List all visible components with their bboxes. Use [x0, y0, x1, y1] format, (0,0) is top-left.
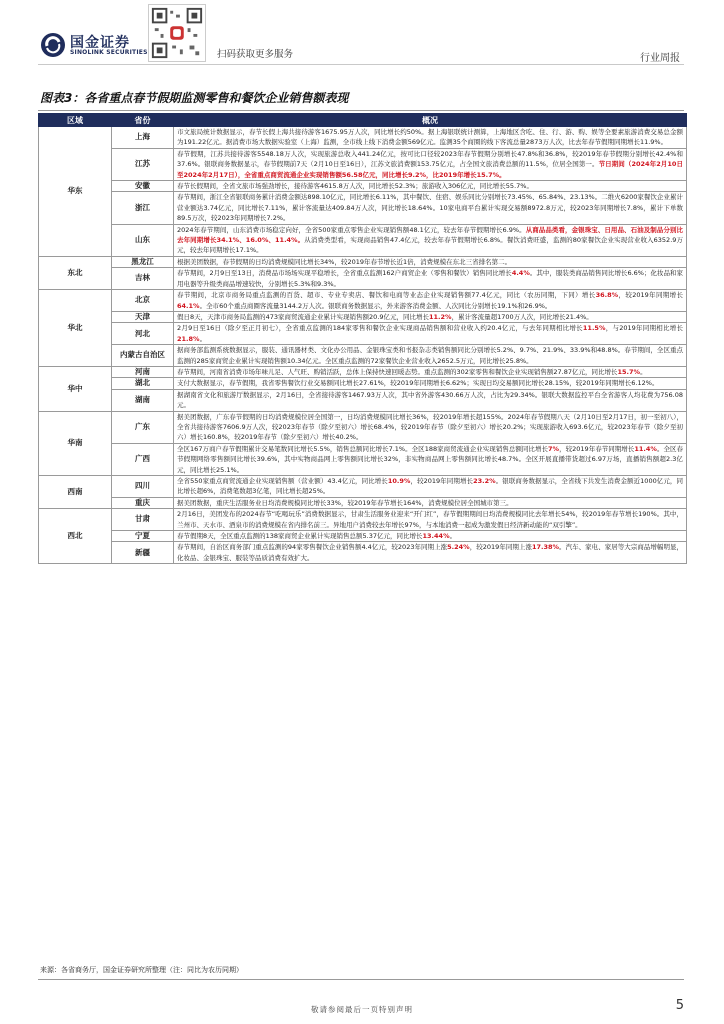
page-number: 5	[675, 998, 684, 1013]
highlight-text: 15.7%	[617, 367, 641, 376]
overview-text: ，较2019年同期增长	[410, 477, 474, 485]
table-row	[39, 256, 687, 267]
disclaimer: 敬请参阅最后一页特别声明	[311, 1005, 413, 1014]
overview-text: 据湖南省文化和旅游厅数据显示，2月16日，全省接待游客1467.93万人次，其中省外游客430.66万人次，占比为29.34%。银联大数据监控平台全省游客人均花费为756.08元。	[177, 390, 683, 410]
highlight-text: 13.44%	[422, 532, 450, 541]
overview-text: ，较2019年同期上涨	[469, 543, 532, 552]
qr-caption: 扫码获取更多服务	[217, 49, 294, 60]
overview-text: 2024年春节期间，山东消费市场稳定向好，全省500家重点零售企业实现销售额48.1亿元，较去年春节假期增长6.9%。	[177, 225, 526, 234]
overview-cell	[174, 345, 687, 367]
highlight-text: 11.5%	[582, 324, 606, 333]
table-row	[39, 268, 687, 290]
overview-text: 。	[640, 367, 647, 376]
province-cell: 宁夏	[112, 531, 174, 542]
overview-text: 春节假期，江苏共接待游客5548.18万人次，实现旅游总收入441.24亿元，按可比口径较2023年春节假期分别增长47.8%和36.8%，较2019年春节假期分别增长42.4%和37.6%。银联商务数据显示，春节假期前7天（2月10日至16日），江苏文旅消费额153.75亿元，占全国文旅消费总额的11.5%，位居全国第一。	[177, 149, 683, 169]
table-body	[39, 127, 687, 564]
overview-text: 据美团数据，广东春节假期的日均消费规模位居全国第一，日均消费规模同比增长36%，较2019年增长超155%。2024年春节假期八天（2月10日至2月17日，初一至初八），全省共接待游客7606.9万人次，较2023年春节（除夕至初六）增长68.4%，较2019年春节（除夕至初六）增长20.2%；实现旅游收入693.6亿元，较2023年春节（除夕至初六）增长160.8%，较2019年春节（除夕至初六）增长40.2%。	[177, 412, 683, 442]
region-cell: 华东	[39, 127, 112, 257]
overview-text: 根据美团数据，春节假期的日均消费规模同比增长34%，较2019年春节增长近1倍，消费规模在东北三省排名第二。	[177, 257, 512, 266]
qr-code-icon[interactable]	[148, 4, 206, 62]
province-cell: 湖北	[112, 378, 174, 389]
province-cell: 四川	[112, 476, 174, 498]
overview-cell	[174, 192, 687, 224]
province-cell: 河南	[112, 366, 174, 377]
overview-cell	[174, 224, 687, 256]
overview-text: 据美团数据，重庆生活服务业日均消费规模同比增长33%，较2019年春节增长164%，消费规模位居全国城市第三。	[177, 498, 513, 507]
table-row	[39, 345, 687, 367]
footer-divider	[38, 979, 684, 980]
overview-text: 春节假期8天，全区重点监测的138家商贸企业累计实现销售总额5.37亿元，同比增长	[177, 532, 423, 541]
overview-text: 。全市60个重点商圈客流量3144.2万人次。银联商务数据显示，外来游客消费金额、人次同比分别增长19.1%和26.9%。	[199, 301, 552, 310]
table-row	[39, 366, 687, 377]
overview-text: ，较2019年春节同期增长	[559, 444, 635, 453]
province-cell: 上海	[112, 127, 174, 149]
province-cell: 安徽	[112, 181, 174, 192]
overview-text: 支付大数据显示，春节假期，我省零售餐饮行业交易额同比增长27.61%，较2019年同期增长6.62%；实现日均交易额同比增长28.15%，较2019年同期增长6.12%。	[177, 379, 659, 388]
highlight-text: 4.4%	[511, 269, 530, 278]
highlight-text: 23.2%	[473, 477, 496, 485]
overview-text: 假日8天，天津市商务局监测的473家商贸流通企业累计实现销售额20.9亿元，同比增长	[177, 312, 430, 321]
province-cell: 黑龙江	[112, 256, 174, 267]
table-row	[39, 323, 687, 345]
overview-text: 。	[199, 334, 207, 343]
overview-cell	[174, 378, 687, 389]
overview-text: 春节长假期间，全省文旅市场强劲增长，接待游客4615.8万人次，同比增长52.3%；旅游收入306亿元，同比增长55.7%。	[177, 182, 533, 191]
overview-text: 春节期间，自治区商务部门重点监测的94家零售餐饮企业销售额4.4亿元，较2023年同期上涨	[177, 543, 448, 552]
overview-cell	[174, 542, 687, 564]
table-header-row	[39, 114, 687, 127]
overview-text: 全区167万商户春节假期累计交易笔数同比增长5.5%，销售总额同比增长7.1%。全区188家商贸流通企业实现销售总额同比增长	[177, 444, 549, 453]
province-cell: 广东	[112, 411, 174, 443]
region-cell: 华北	[39, 290, 112, 367]
province-cell: 江苏	[112, 148, 174, 180]
province-cell: 天津	[112, 311, 174, 322]
highlight-text: 5.24%	[447, 543, 470, 552]
overview-text: 春节期间，2月9日至13日，消费品市场场实现平稳增长，全省重点监测162户商贸企业（零售和餐饮）销售同比增长	[177, 269, 512, 278]
highlight-text: 节日期间（2024年2月10日至2024年2月17日），全省重点商贸流通企业实现销售额56.58亿元，同比增长9.2%，比2019年增长15.7%。	[177, 160, 683, 179]
province-cell: 重庆	[112, 497, 174, 508]
overview-cell	[174, 256, 687, 267]
overview-text: 春节期间，浙江全省银联商务累计消费金额达898.10亿元，同比增长6.11%，其中餐饮、住宿、娱乐同比分别增长73.45%、65.84%、23.13%。二维火6200家餐饮企业累计营业额达3.74亿元，同比增长7.11%，累计客流量达409.84万人次，同比增长18.64%。10家电商平台累计实现交易额8972.8万元，较2023年同期增长7.8%，累计下单数89.5万次，较2023年同期增长7.2%。	[177, 193, 683, 223]
overview-cell	[174, 476, 687, 498]
table-row	[39, 378, 687, 389]
overview-text: 。汽车、家电、家居等大宗商品增幅明显，化妆品、金银珠宝、服装等品质消费有效扩大。	[177, 543, 684, 562]
highlight-text: 10.9%	[387, 477, 411, 485]
highlight-text: 11.4%	[634, 444, 657, 453]
region-cell: 东北	[39, 256, 112, 289]
highlight-text: 11.2%	[429, 312, 452, 321]
overview-text: 全省550家重点商贸流通企业实现销售额（营业额）43.4亿元，同比增长	[177, 477, 388, 485]
overview-text: 。其中，服装类商品销售同比增长6.6%；化妆品和家用电器等升级类商品增速较快，分别增长5.3%和9.3%。	[177, 269, 684, 288]
province-cell: 甘肃	[112, 509, 174, 531]
figure-title: 图表3：各省重点春节假期监测零售和餐饮企业销售额表现	[40, 91, 349, 105]
province-cell: 内蒙古自治区	[112, 345, 174, 367]
overview-cell	[174, 290, 687, 312]
sales-table	[38, 113, 687, 564]
overview-cell	[174, 509, 687, 531]
province-cell: 北京	[112, 290, 174, 312]
region-cell: 华中	[39, 366, 112, 411]
overview-text: ，较2019年同期增长	[618, 291, 683, 300]
table-row	[39, 443, 687, 475]
region-cell: 西北	[39, 509, 112, 564]
table-row	[39, 542, 687, 564]
table-row	[39, 531, 687, 542]
table-row	[39, 389, 687, 411]
overview-cell	[174, 411, 687, 443]
overview-cell	[174, 148, 687, 180]
table-row	[39, 476, 687, 498]
province-cell: 山东	[112, 224, 174, 256]
title-divider	[38, 110, 684, 111]
overview-text: 。银联商务数据显示，全省线下共发生消费金额近1000亿元，同比增长超6%，消费笔数超3亿笔，同比增长超25%。	[177, 477, 683, 496]
table-row	[39, 192, 687, 224]
highlight-text: 从商品品类看，金银珠宝、日用品、石油及制品分别比去年同期增长34.1%、16.0%、11.4%。	[177, 225, 684, 245]
overview-cell	[174, 127, 687, 149]
overview-cell	[174, 389, 687, 411]
page-header	[0, 0, 724, 62]
overview-text: 从消费类型看，实现商品销售47.4亿元，较去年春节假期增长6.8%。餐饮消费旺盛，监测的80家餐饮企业实现营业收入6352.9万元，较去年同期增长17.1%。	[177, 236, 683, 255]
overview-cell	[174, 311, 687, 322]
overview-cell	[174, 531, 687, 542]
province-cell: 湖南	[112, 389, 174, 411]
overview-cell	[174, 443, 687, 475]
brand-name-english: SINOLINK SECURITIES	[70, 49, 148, 56]
brand-name: 国金证券	[70, 35, 130, 51]
table-row	[39, 224, 687, 256]
column-header-region: 区域	[39, 114, 112, 127]
overview-text: 2月9日至16日（除夕至正月初七），全省重点监测的184家零售和餐饮企业实现商品销售额和营业收入约20.4亿元，与去年同期相比增长	[177, 324, 583, 333]
highlight-text: 17.38%	[531, 543, 560, 552]
province-cell: 河北	[112, 323, 174, 345]
highlight-text: 36.8%	[595, 291, 619, 300]
overview-cell	[174, 268, 687, 290]
overview-text: 2月16日，美团发布的2024春节“吃喝玩乐”消费数据显示，甘肃生活服务业迎来“开门红”，春节假期期间日均消费规模同比去年增长54%，较2019年春节增长190%。其中，兰州市、天水市、酒泉市的消费规模在省内排名前三。异地用户消费较去年增长97%，与本地消费一起成为激发假日经济新动能的“双引擎”。	[177, 510, 683, 529]
province-cell: 广西	[112, 443, 174, 475]
table-row	[39, 127, 687, 149]
overview-text: ，与2019年同期相比增长	[605, 324, 684, 333]
highlight-text: 7%	[548, 444, 560, 453]
region-cell: 华南	[39, 411, 112, 475]
table-row	[39, 497, 687, 508]
overview-text: 据商务部监测系统数据显示，服装、通讯器材类、文化办公用品、金银珠宝类和书报杂志类销售额同比分别增长5.2%、9.7%、21.9%、33.9%和48.8%。春节期间，全区重点监测的285家商贸企业累计实现销售额10.34亿元。全区重点监测的72家餐饮企业营业收入2652.5万元，同比增长25.8%。	[177, 346, 683, 365]
sinolink-logo-icon	[40, 32, 66, 58]
province-cell: 新疆	[112, 542, 174, 564]
overview-text: 。全区春节假期网络零售额同比增长39.6%，其中实物商品网上零售额同比增长32%，非实物商品网上零售额同比增长48.7%。全区开展直播带货超过6.97万场，直播销售额超2.3亿元，同比增长25.1%。	[177, 444, 684, 474]
overview-text: 。	[449, 532, 457, 541]
province-cell: 浙江	[112, 192, 174, 224]
table-row	[39, 311, 687, 322]
province-cell: 吉林	[112, 268, 174, 290]
source-note: 来源：各省商务厅，国金证券研究所整理（注：同比为农历同期）	[40, 966, 243, 974]
highlight-text: 21.8%	[177, 334, 200, 343]
table-row	[39, 509, 687, 531]
overview-text: 春节期间，北京市商务局重点监测的百货、超市、专业专卖店、餐饮和电商等业态企业实现销售额77.4亿元，同比（农历同期，下同）增长	[177, 291, 596, 300]
table-row	[39, 181, 687, 192]
overview-cell	[174, 323, 687, 345]
table-row	[39, 148, 687, 180]
overview-cell	[174, 181, 687, 192]
overview-text: ，累计客流量超1700万人次，同比增长21.4%。	[451, 312, 593, 321]
overview-cell	[174, 497, 687, 508]
column-header-overview: 概况	[174, 114, 687, 127]
overview-cell	[174, 366, 687, 377]
overview-text: 市文旅局统计数据显示，春节长假上海共接待游客1675.95万人次，同比增长约50%。据上海银联统计测算，上海地区含吃、住、行、游、购、娱等全要素旅游消费交易总金额为191.22亿元。据消费市场大数据实验室（上海）监测，全市线上线下消费金额569亿元。监测35个商圈的线下客流总量2873万人次，比去年春节假期同期增长11.9%。	[177, 128, 683, 147]
report-type: 行业周报	[640, 53, 680, 64]
table-row	[39, 290, 687, 312]
header-divider	[38, 64, 684, 65]
table-row	[39, 411, 687, 443]
overview-text: 春节期间，河南省消费市场年味儿足、人气旺、购销活跃，总体上保持快速回暖态势。重点监测的302家零售和餐饮企业实现销售额27.87亿元，同比增长	[177, 367, 618, 376]
highlight-text: 64.1%	[177, 301, 200, 310]
column-header-province: 省份	[112, 114, 174, 127]
region-cell: 西南	[39, 476, 112, 509]
